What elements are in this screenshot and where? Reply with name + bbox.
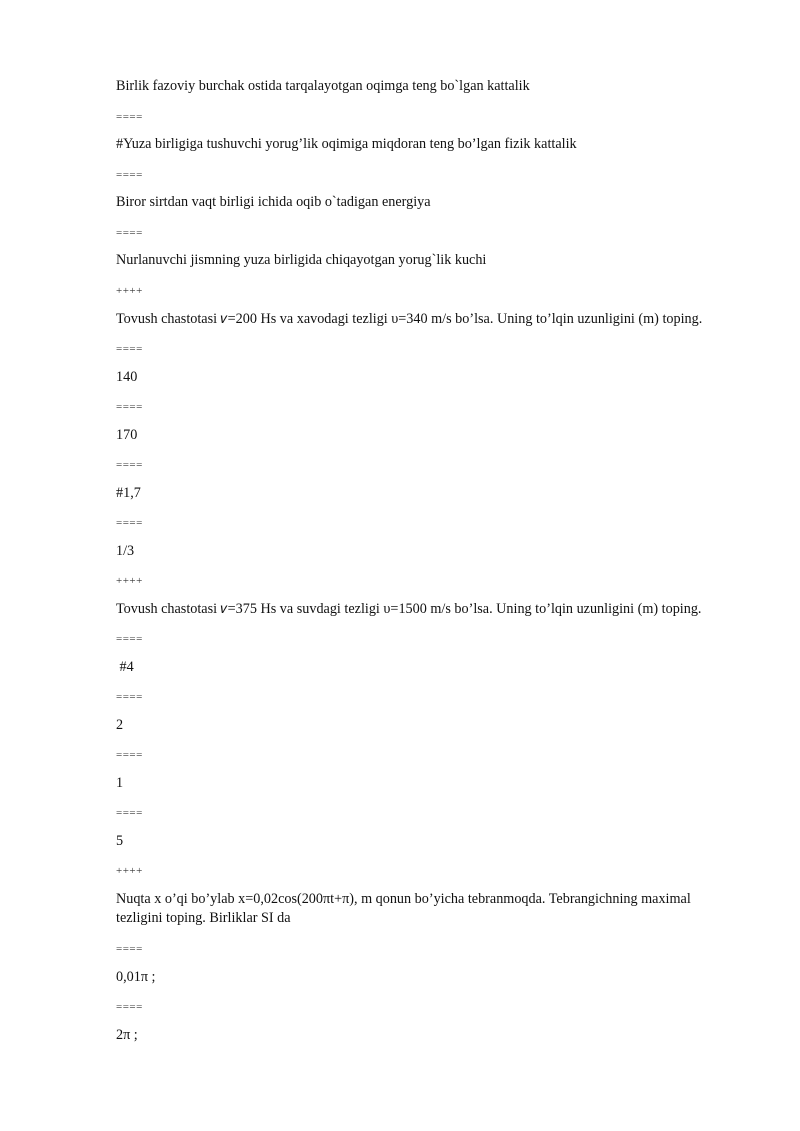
answer-option: 0,01π ; xyxy=(116,969,156,985)
answer-option: 2 xyxy=(116,717,124,733)
answer-option: 140 xyxy=(116,369,138,385)
separator-line: ++++ xyxy=(116,285,143,297)
separator-line: ++++ xyxy=(116,575,143,587)
answer-option: 170 xyxy=(116,427,138,443)
text-line: Biror sirtdan vaqt birligi ichida oqib o`tadigan energiya xyxy=(116,194,431,210)
separator-line: ==== xyxy=(116,343,143,355)
separator-line: ++++ xyxy=(116,865,143,877)
separator-line: ==== xyxy=(116,169,143,181)
separator-line: ==== xyxy=(116,111,143,123)
answer-option: 1/3 xyxy=(116,543,135,559)
separator-line: ==== xyxy=(116,943,143,955)
text-line: Birlik fazoviy burchak ostida tarqalayotgan oqimga teng bo`lgan kattalik xyxy=(116,78,530,94)
answer-option: 2π ; xyxy=(116,1027,138,1043)
answer-option: #1,7 xyxy=(116,485,141,501)
separator-line: ==== xyxy=(116,459,143,471)
question-text: Tovush chastotasi 𝜈=200 Hs va xavodagi tezligi υ=340 m/s bo’lsa. Uning to’lqin uzunligini (m) toping. xyxy=(116,311,703,327)
separator-line: ==== xyxy=(116,749,143,761)
answer-option: 1 xyxy=(116,775,124,791)
separator-line: ==== xyxy=(116,227,143,239)
question-text: Tovush chastotasi 𝜈=375 Hs va suvdagi tezligi υ=1500 m/s bo’lsa. Uning to’lqin uzunligini (m) toping. xyxy=(116,601,702,617)
separator-line: ==== xyxy=(116,517,143,529)
text-line: Nurlanuvchi jismning yuza birligida chiqayotgan yorug`lik kuchi xyxy=(116,252,487,268)
separator-line: ==== xyxy=(116,1001,143,1013)
text-line: #Yuza birligiga tushuvchi yorug’lik oqimiga miqdoran teng bo’lgan fizik kattalik xyxy=(116,136,577,152)
separator-line: ==== xyxy=(116,401,143,413)
question-text: Nuqta x o’qi bo’ylab x=0,02cos(200πt+π), m qonun bo’yicha tebranmoqda. Tebrangichning maximal tezligini toping. Birliklar SI da xyxy=(116,891,691,926)
answer-option: #4 xyxy=(116,659,134,675)
separator-line: ==== xyxy=(116,691,143,703)
separator-line: ==== xyxy=(116,807,143,819)
answer-option: 5 xyxy=(116,833,124,849)
separator-line: ==== xyxy=(116,633,143,645)
